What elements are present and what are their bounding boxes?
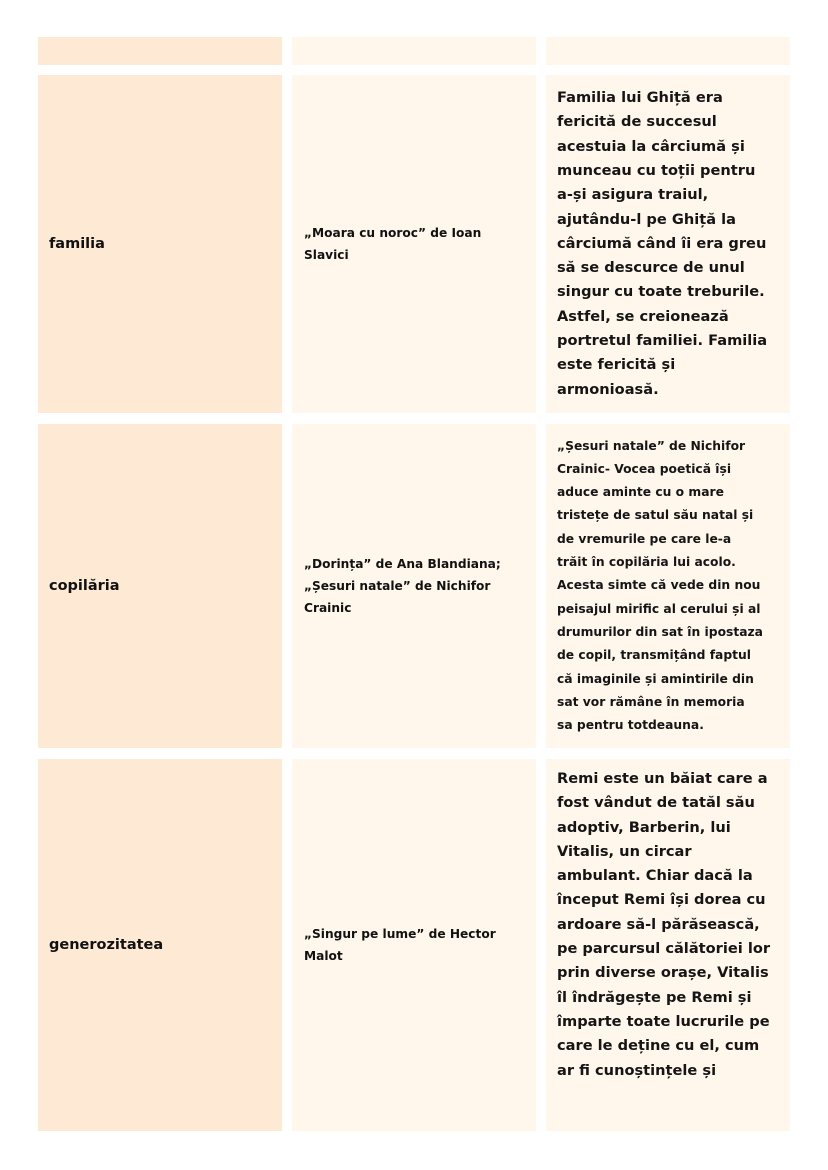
- description-cell: [546, 424, 790, 748]
- description-line: aduce aminte cu o mare: [557, 485, 724, 500]
- source-cell: [292, 759, 536, 1131]
- description-line: Remi este un băiat care a: [557, 770, 768, 787]
- description-line: peisajul mirific al cerului și al: [557, 601, 761, 616]
- description-line: trăit în copilăria lui acolo.: [557, 555, 736, 570]
- description-line: să se descurce de unul: [557, 259, 745, 277]
- description-line: care le deține cu el, cum: [557, 1037, 760, 1055]
- description-line: Crainic- Vocea poetică își: [557, 461, 732, 476]
- description-line: portretul familiei. Familia: [557, 332, 768, 350]
- description-text: [546, 435, 773, 738]
- description-line: că imaginile și amintirile din: [557, 671, 754, 686]
- description-line: ardoare să-l părăsească,: [557, 915, 760, 933]
- description-line: pe parcursul călătoriei lor: [557, 940, 771, 958]
- description-text: [546, 86, 777, 402]
- description-line: Familia lui Ghiță era: [557, 89, 723, 107]
- description-line: de vremurile pe care le-a: [557, 531, 732, 546]
- header-cell-source: [292, 37, 536, 65]
- description-line: început Remi își dorea cu: [557, 891, 766, 909]
- topic-cell: [38, 424, 282, 748]
- source-text: „Dorința” de Ana Blandiana; „Șesuri natale” de Nichifor Crainic: [304, 557, 501, 615]
- description-line: tristețe de satul său natal și: [557, 508, 754, 523]
- topic-cell: [38, 759, 282, 1131]
- source-cell: [292, 75, 536, 413]
- description-line: Acesta simte că vede din nou: [557, 578, 761, 593]
- source-text: „Moara cu noroc” de Ioan Slavici: [304, 226, 482, 262]
- description-line: îl îndrăgește pe Remi și: [557, 988, 752, 1006]
- description-line: ajutându-l pe Ghiță la: [557, 210, 736, 228]
- description-line: sa pentru totdeauna.: [557, 718, 704, 733]
- description-line: ambulant. Chiar dacă la: [557, 867, 753, 885]
- description-line: împarte toate lucrurile pe: [557, 1012, 770, 1030]
- description-line: munceau cu toții pentru: [557, 161, 756, 179]
- description-line: a-și asigura traiul,: [557, 186, 709, 204]
- description-line: cârciumă când îi era greu: [557, 234, 767, 252]
- description-cell: [546, 759, 790, 1131]
- header-cell-topic: [38, 37, 282, 65]
- description-cell: [546, 75, 790, 413]
- description-line: acestuia la cârciumă și: [557, 137, 745, 155]
- topic-text: copilăria: [49, 578, 120, 594]
- topic-text: generozitatea: [49, 937, 164, 953]
- description-line: ar fi cunoștințele și: [557, 1061, 717, 1079]
- description-line: „Șesuri natale” de Nichifor: [557, 438, 746, 453]
- description-line: armonioasă.: [557, 380, 659, 398]
- description-line: Vitalis, un circar: [557, 842, 692, 860]
- topic-text: familia: [49, 236, 105, 252]
- description-line: adoptiv, Barberin, lui: [557, 818, 731, 836]
- description-line: prin diverse orașe, Vitalis: [557, 964, 769, 982]
- description-line: este fericită și: [557, 356, 676, 374]
- description-line: fericită de succesul: [557, 113, 717, 131]
- description-line: sat vor rămâne în memoria: [557, 694, 745, 709]
- description-text: [546, 759, 780, 1083]
- topic-cell: [38, 75, 282, 413]
- description-line: Astfel, se creionează: [557, 307, 729, 325]
- description-line: de copil, transmițând faptul: [557, 648, 752, 663]
- description-line: fost vândut de tatăl său: [557, 794, 755, 812]
- source-text: „Singur pe lume” de Hector Malot: [304, 927, 496, 963]
- description-line: drumurilor din sat în ipostaza: [557, 624, 763, 639]
- source-cell: [292, 424, 536, 748]
- header-cell-description: [546, 37, 790, 65]
- description-line: singur cu toate treburile.: [557, 283, 765, 301]
